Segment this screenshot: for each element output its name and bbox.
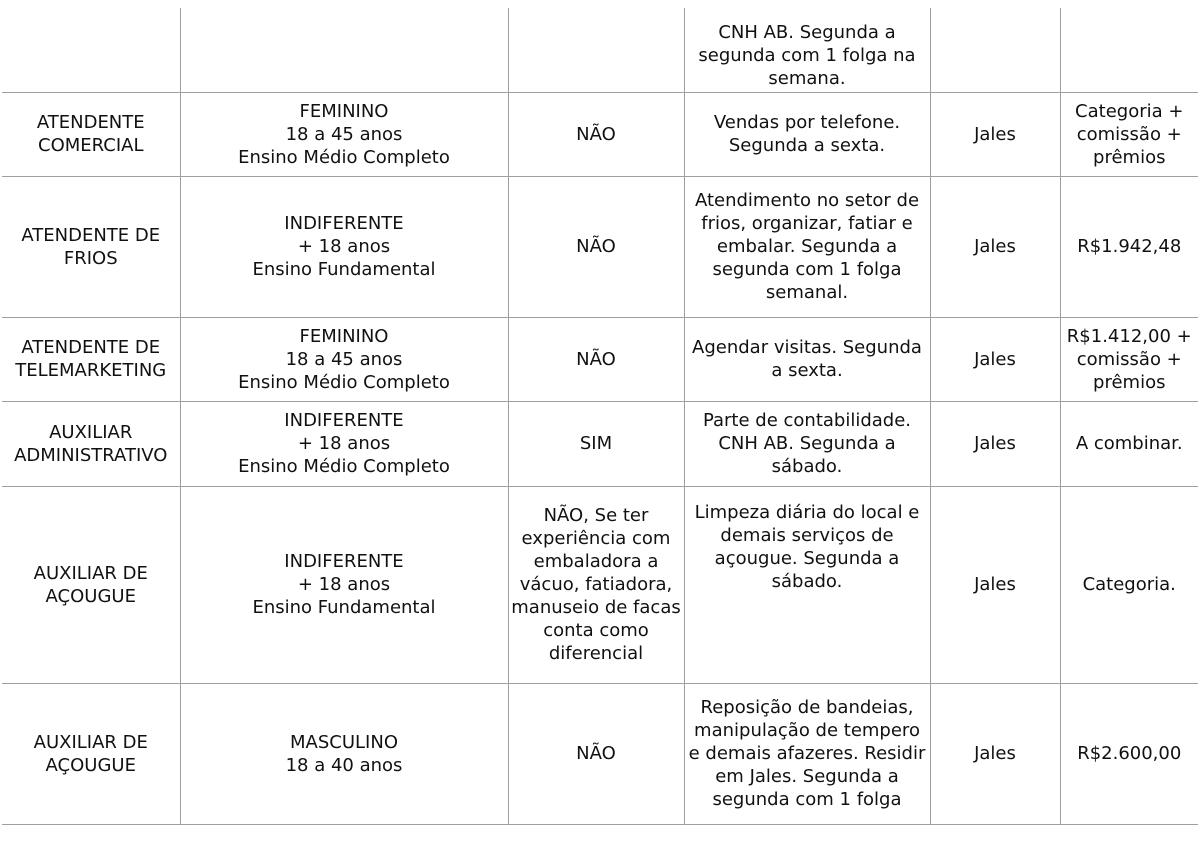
requirements-cell: FEMININO 18 a 45 anos Ensino Médio Completo	[180, 317, 508, 401]
experience-cell: SIM	[508, 401, 684, 486]
salary-cell: R$1.412,00 + comissão + prêmios	[1060, 317, 1198, 401]
experience-cell	[508, 8, 684, 92]
activities-cell: CNH AB. Segunda a segunda com 1 folga na semana.	[684, 8, 930, 92]
table-row	[2, 92, 1198, 176]
activities-cell: Limpeza diária do local e demais serviços de açougue. Segunda a sábado.	[684, 486, 930, 683]
role-cell: AUXILIAR DE AÇOUGUE	[2, 683, 180, 824]
requirements-cell: INDIFERENTE + 18 anos Ensino Fundamental	[180, 176, 508, 317]
job-listings-sheet	[2, 8, 1198, 825]
table-row	[2, 486, 1198, 683]
salary-cell	[1060, 8, 1198, 92]
activities-cell: Parte de contabilidade. CNH AB. Segunda a sábado.	[684, 401, 930, 486]
table-row	[2, 176, 1198, 317]
table-row	[2, 683, 1198, 824]
activities-cell: Reposição de bandeias, manipulação de tempero e demais afazeres. Residir em Jales. Segunda a segunda com 1 folga	[684, 683, 930, 824]
salary-cell: R$2.600,00	[1060, 683, 1198, 824]
city-cell	[930, 8, 1060, 92]
role-cell	[2, 8, 180, 92]
experience-cell: NÃO	[508, 176, 684, 317]
experience-cell: NÃO, Se ter experiência com embaladora a vácuo, fatiadora, manuseio de facas conta como diferencial	[508, 486, 684, 683]
salary-cell: Categoria.	[1060, 486, 1198, 683]
city-cell: Jales	[930, 486, 1060, 683]
activities-cell: Agendar visitas. Segunda a sexta.	[684, 317, 930, 401]
requirements-cell: INDIFERENTE + 18 anos Ensino Fundamental	[180, 486, 508, 683]
city-cell: Jales	[930, 683, 1060, 824]
table-row	[2, 8, 1198, 92]
role-cell: ATENDENTE DE FRIOS	[2, 176, 180, 317]
experience-cell: NÃO	[508, 92, 684, 176]
job-listings-table	[2, 8, 1198, 825]
activities-cell: Atendimento no setor de frios, organizar, fatiar e embalar. Segunda a segunda com 1 folga semanal.	[684, 176, 930, 317]
city-cell: Jales	[930, 176, 1060, 317]
experience-cell: NÃO	[508, 683, 684, 824]
salary-cell: A combinar.	[1060, 401, 1198, 486]
activities-cell: Vendas por telefone. Segunda a sexta.	[684, 92, 930, 176]
salary-cell: Categoria + comissão + prêmios	[1060, 92, 1198, 176]
role-cell: ATENDENTE DE TELEMARKETING	[2, 317, 180, 401]
experience-cell: NÃO	[508, 317, 684, 401]
role-cell: AUXILIAR DE AÇOUGUE	[2, 486, 180, 683]
role-cell: ATENDENTE COMERCIAL	[2, 92, 180, 176]
requirements-cell: INDIFERENTE + 18 anos Ensino Médio Completo	[180, 401, 508, 486]
requirements-cell: MASCULINO 18 a 40 anos	[180, 683, 508, 824]
role-cell: AUXILIAR ADMINISTRATIVO	[2, 401, 180, 486]
city-cell: Jales	[930, 317, 1060, 401]
salary-cell: R$1.942,48	[1060, 176, 1198, 317]
city-cell: Jales	[930, 92, 1060, 176]
requirements-cell: FEMININO 18 a 45 anos Ensino Médio Completo	[180, 92, 508, 176]
requirements-cell	[180, 8, 508, 92]
city-cell: Jales	[930, 401, 1060, 486]
table-row	[2, 401, 1198, 486]
table-row	[2, 317, 1198, 401]
